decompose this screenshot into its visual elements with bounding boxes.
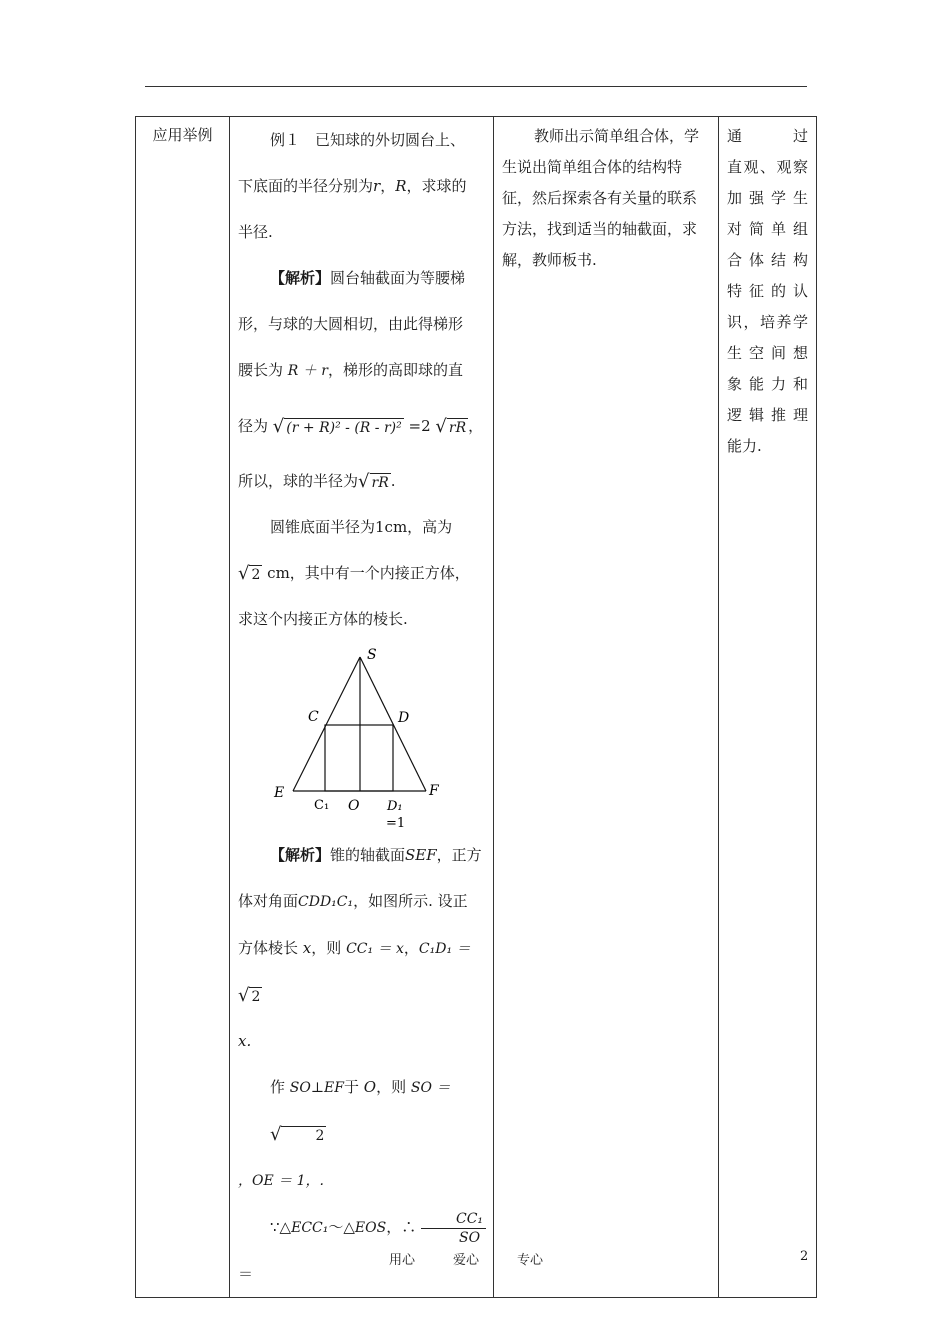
content-cell bbox=[230, 117, 494, 1298]
solution-2-line5: 作 SO⊥EF于 O，则 SO ＝ √ 2 bbox=[238, 1064, 487, 1157]
sqrt-2-b: √ 2 bbox=[238, 984, 261, 1006]
sqrt-2-c: √ 2 bbox=[270, 1123, 325, 1145]
solution-1-line5: 所以，球的半径为 √ rR . bbox=[238, 470, 396, 492]
table-row bbox=[136, 117, 817, 1298]
design-intent-line: 加强学生 bbox=[727, 189, 808, 207]
cone-cross-section-figure bbox=[238, 642, 487, 832]
page-number: 2 bbox=[800, 1249, 809, 1264]
label-O: O bbox=[348, 798, 360, 814]
fraction-CC1-over-SO: $\frac{\text{CC₁}}{SO}$ bbox=[421, 1210, 486, 1247]
design-intent-line: 直观、观察 bbox=[727, 158, 808, 176]
square-CDD1C1 bbox=[325, 725, 393, 791]
sqrt-2: √ 2 bbox=[238, 562, 261, 584]
design-intent-line: 象能力和 bbox=[727, 375, 808, 393]
motto-3: 专心 bbox=[517, 1253, 544, 1268]
solution-2-line7: ∵△ECC₁～△EOS，∴ $\frac{\text{CC₁}}{SO}$ ＝ bbox=[238, 1204, 487, 1297]
motto-2: 爱心 bbox=[453, 1253, 480, 1268]
design-intent-line: 通 过 bbox=[727, 127, 808, 145]
example-1-line3: 半径. bbox=[238, 223, 273, 241]
design-intent-line: 逻辑推理 bbox=[727, 406, 808, 424]
solution-2-line6: ，OE ＝ 1，. bbox=[238, 1173, 324, 1189]
example-2-line1: 圆锥底面半径为1cm，高为 bbox=[270, 518, 453, 536]
solution-2-line4: x. bbox=[238, 1032, 252, 1050]
motto-1: 用心 bbox=[389, 1253, 416, 1268]
teacher-activity-cell bbox=[494, 117, 719, 1298]
cone-diagram bbox=[238, 642, 488, 832]
design-intent-cell bbox=[719, 117, 817, 1298]
teacher-activity-text: 教师出示简单组合体，学生说出简单组合体的结构特征，然后探索各有关量的联系方法，找到适当的轴截面，求解，教师板书. bbox=[502, 127, 700, 269]
solution-2-line3: 方体棱长 x，则 CC₁ ＝ x，C₁D₁ ＝ √ 2 bbox=[238, 939, 471, 1006]
label-F: F bbox=[429, 783, 439, 799]
design-intent-line: 识，培养学 bbox=[727, 313, 808, 331]
solution-2-line2: 体对角面CDD₁C₁，如图所示. 设正 bbox=[238, 892, 468, 910]
sqrt-expression: √ (r + R)² - (R - r)² bbox=[272, 415, 402, 437]
design-intent-line: 特征的认 bbox=[727, 282, 808, 300]
header-rule bbox=[145, 86, 807, 87]
label-eq1: =1 bbox=[386, 816, 406, 831]
solution-1-line4: 径为 √ (r + R)² - (R - r)² =2 √ rR ， bbox=[238, 415, 484, 437]
label-D: D bbox=[398, 710, 410, 726]
label-E: E bbox=[274, 785, 285, 801]
example-1-title: 例１ 已知球的外切圆台上、 bbox=[270, 131, 466, 149]
label-D1: D₁ bbox=[387, 799, 403, 814]
label-C1: C₁ bbox=[314, 798, 330, 813]
segment-SE bbox=[293, 657, 360, 791]
solution-1-line1: 【解析】圆台轴截面为等腰梯 bbox=[270, 269, 466, 287]
example-2-line2: √ 2 cm，其中有一个内接正方体， bbox=[238, 562, 470, 584]
label-S: S bbox=[367, 647, 377, 663]
solution-2-line1: 【解析】锥的轴截面SEF，正方 bbox=[270, 846, 482, 864]
lesson-table bbox=[135, 116, 817, 1298]
sqrt-rR-2: √ rR bbox=[358, 470, 389, 492]
example-2-line3: 求这个内接正方体的棱长. bbox=[238, 610, 408, 628]
solution-1-line3: 腰长为 R ＋ r，梯形的高即球的直 bbox=[238, 361, 463, 379]
solution-1-line2: 形，与球的大圆相切，由此得梯形 bbox=[238, 315, 464, 333]
design-intent-line: 合体结构 bbox=[727, 251, 808, 269]
design-intent-line: 能力. bbox=[727, 437, 762, 455]
label-C: C bbox=[308, 709, 319, 725]
footer-motto bbox=[389, 1249, 581, 1268]
design-intent-text bbox=[727, 121, 808, 462]
row-label: 应用举例 bbox=[136, 117, 230, 1298]
design-intent-line: 生空间想 bbox=[727, 344, 808, 362]
sqrt-rR: √ rR bbox=[435, 415, 467, 437]
example-1-line2: 下底面的半径分别为r，R，求球的 bbox=[238, 177, 467, 195]
design-intent-line: 对简单组 bbox=[727, 220, 808, 238]
